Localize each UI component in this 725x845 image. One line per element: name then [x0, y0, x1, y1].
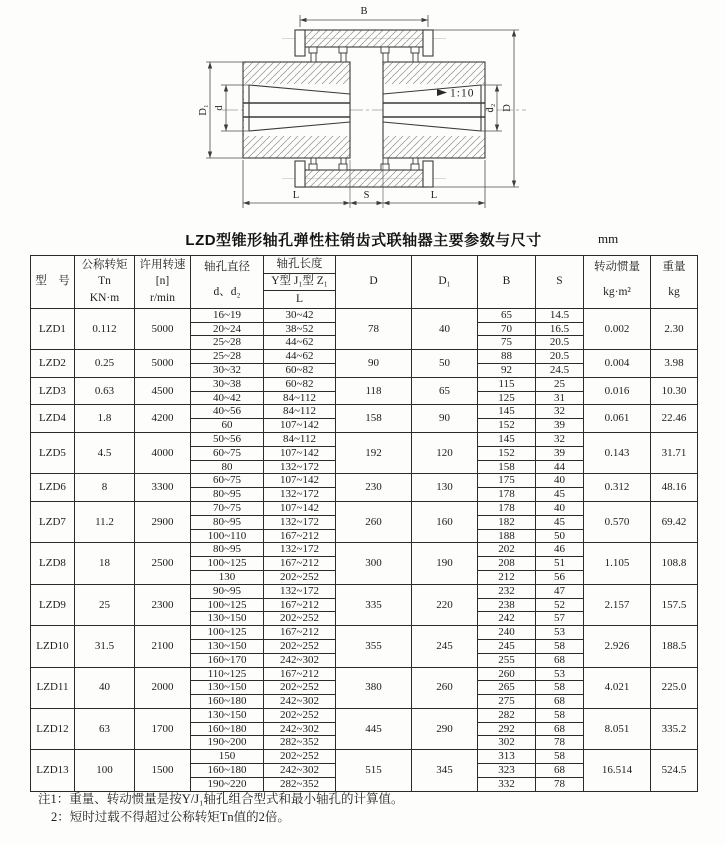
cell-D1: 65: [412, 377, 478, 405]
cell-B: 178: [478, 488, 536, 502]
cell-B: 240: [478, 626, 536, 640]
cell-weight: 31.71: [651, 432, 698, 473]
dim-label-D: D: [502, 104, 513, 112]
cell-torque: 100: [75, 750, 135, 791]
cell-speed: 1500: [135, 750, 191, 791]
cell-speed: 2100: [135, 626, 191, 667]
unit-label: mm: [598, 231, 619, 246]
cell-D1: 190: [412, 543, 478, 584]
cell-B: 313: [478, 750, 536, 764]
cell-bore-length: 60~82: [264, 363, 336, 377]
cell-B: 175: [478, 474, 536, 488]
cell-B: 145: [478, 405, 536, 419]
cell-bore-diameter: 150: [191, 750, 264, 764]
header-speed: [135, 256, 191, 309]
cell-B: 255: [478, 653, 536, 667]
cell-bore-diameter: 16~19: [191, 308, 264, 322]
dim-label-B: B: [360, 6, 368, 17]
cell-bore-diameter: 190~200: [191, 736, 264, 750]
cell-bore-diameter: 100~125: [191, 557, 264, 571]
cell-model: LZD2: [31, 350, 75, 378]
cell-weight: 69.42: [651, 501, 698, 542]
cell-D: 260: [336, 501, 412, 542]
cell-D1: 345: [412, 750, 478, 791]
cell-bore-length: 132~172: [264, 460, 336, 474]
cell-weight: 10.30: [651, 377, 698, 405]
cell-S: 31: [536, 391, 584, 405]
cell-bore-length: 202~252: [264, 570, 336, 584]
cell-model: LZD11: [31, 667, 75, 708]
cell-D1: 50: [412, 350, 478, 378]
cell-D1: 290: [412, 708, 478, 749]
cell-S: 53: [536, 667, 584, 681]
cell-B: 158: [478, 460, 536, 474]
technical-drawing: [0, 0, 725, 225]
cell-bore-diameter: 25~28: [191, 350, 264, 364]
cell-bore-diameter: 25~28: [191, 336, 264, 350]
table-row: [31, 405, 698, 419]
cell-S: 40: [536, 474, 584, 488]
header-torque-line1: 公称转矩: [81, 258, 128, 271]
cell-bore-length: 167~212: [264, 626, 336, 640]
cell-bore-length: 242~302: [264, 722, 336, 736]
cell-S: 16.5: [536, 322, 584, 336]
cell-model: LZD8: [31, 543, 75, 584]
cell-model: LZD12: [31, 708, 75, 749]
cell-bore-diameter: 80: [191, 460, 264, 474]
header-D: D: [336, 256, 412, 309]
cell-S: 24.5: [536, 363, 584, 377]
cell-S: 53: [536, 626, 584, 640]
cell-bore-diameter: 160~180: [191, 722, 264, 736]
table-row: [31, 543, 698, 557]
cell-bore-diameter: 60~75: [191, 446, 264, 460]
cell-inertia: 0.016: [584, 377, 651, 405]
cell-torque: 0.63: [75, 377, 135, 405]
cell-S: 39: [536, 446, 584, 460]
cell-weight: 157.5: [651, 584, 698, 625]
cell-model: LZD6: [31, 474, 75, 502]
cell-B: 75: [478, 336, 536, 350]
cell-D: 300: [336, 543, 412, 584]
spec-table-header: [31, 256, 698, 309]
cell-inertia: 0.570: [584, 501, 651, 542]
cell-weight: 225.0: [651, 667, 698, 708]
cell-bore-length: 30~42: [264, 308, 336, 322]
cell-speed: 1700: [135, 708, 191, 749]
cell-speed: 5000: [135, 308, 191, 349]
spec-table: [30, 255, 698, 792]
table-row: [31, 474, 698, 488]
cell-inertia: 0.312: [584, 474, 651, 502]
cell-B: 115: [478, 377, 536, 391]
cell-bore-length: 107~142: [264, 446, 336, 460]
page-title: LZD型锥形轴孔弹性柱销齿式联轴器主要参数与尺寸: [185, 232, 542, 249]
table-row: [31, 432, 698, 446]
cell-D: 380: [336, 667, 412, 708]
cell-D: 445: [336, 708, 412, 749]
cell-torque: 18: [75, 543, 135, 584]
cell-D1: 245: [412, 626, 478, 667]
cell-bore-diameter: 60: [191, 419, 264, 433]
cell-S: 32: [536, 405, 584, 419]
header-bore-diameter-symbols: d、d₂: [213, 286, 241, 298]
cell-bore-diameter: 20~24: [191, 322, 264, 336]
header-torque-line2: Tn: [98, 275, 111, 288]
cell-bore-length: 167~212: [264, 598, 336, 612]
cell-B: 178: [478, 501, 536, 515]
header-bore-length-title: 轴孔长度: [264, 256, 336, 274]
cell-bore-length: 242~302: [264, 764, 336, 778]
header-bore-diameter: [191, 256, 264, 309]
cell-bore-length: 132~172: [264, 515, 336, 529]
cell-S: 46: [536, 543, 584, 557]
cell-inertia: 4.021: [584, 667, 651, 708]
cell-D: 230: [336, 474, 412, 502]
header-bore-length-L: L: [264, 291, 336, 309]
cell-bore-diameter: 40~42: [191, 391, 264, 405]
cell-bore-diameter: 100~125: [191, 598, 264, 612]
cell-speed: 5000: [135, 350, 191, 378]
cell-bore-diameter: 30~38: [191, 377, 264, 391]
header-bore-length-types: Y型 J₁型 Z₁: [264, 273, 336, 291]
cell-weight: 2.30: [651, 308, 698, 349]
cell-torque: 0.112: [75, 308, 135, 349]
footnote-2: 2：短时过载不得超过公称转矩Tn值的2倍。: [51, 809, 290, 824]
cell-bore-length: 202~252: [264, 612, 336, 626]
cell-bore-length: 107~142: [264, 501, 336, 515]
header-inertia-title: 转动惯量: [594, 261, 640, 273]
cell-S: 58: [536, 708, 584, 722]
table-row: [31, 377, 698, 391]
cell-S: 57: [536, 612, 584, 626]
cell-S: 58: [536, 639, 584, 653]
cell-bore-length: 132~172: [264, 488, 336, 502]
cell-bore-length: 107~142: [264, 474, 336, 488]
cell-D: 90: [336, 350, 412, 378]
cell-torque: 8: [75, 474, 135, 502]
cell-bore-length: 38~52: [264, 322, 336, 336]
cell-S: 58: [536, 681, 584, 695]
cell-model: LZD4: [31, 405, 75, 433]
cell-B: 245: [478, 639, 536, 653]
cell-D: 118: [336, 377, 412, 405]
cell-S: 58: [536, 750, 584, 764]
spec-table-container: [30, 255, 698, 792]
header-D1: D₁: [412, 256, 478, 309]
dim-label-L-left: L: [292, 190, 300, 201]
table-row: [31, 308, 698, 322]
cell-S: 68: [536, 653, 584, 667]
cell-B: 260: [478, 667, 536, 681]
cell-bore-length: 84~112: [264, 432, 336, 446]
cell-S: 20.5: [536, 350, 584, 364]
cell-S: 32: [536, 432, 584, 446]
cell-B: 292: [478, 722, 536, 736]
cell-S: 78: [536, 777, 584, 791]
cell-bore-diameter: 60~75: [191, 474, 264, 488]
footnote-1: 注1：重量、转动惯量是按Y/J₁轴孔组合型式和最小轴孔的计算值。: [38, 792, 404, 806]
cell-S: 39: [536, 419, 584, 433]
cell-B: 275: [478, 695, 536, 709]
cell-weight: 48.16: [651, 474, 698, 502]
cell-B: 92: [478, 363, 536, 377]
header-inertia: [584, 256, 651, 309]
cell-S: 47: [536, 584, 584, 598]
spec-table-body: [31, 308, 698, 791]
cell-speed: 3300: [135, 474, 191, 502]
cell-S: 68: [536, 722, 584, 736]
cell-S: 68: [536, 764, 584, 778]
cell-bore-length: 167~212: [264, 529, 336, 543]
cell-bore-diameter: 30~32: [191, 363, 264, 377]
cell-bore-length: 167~212: [264, 667, 336, 681]
header-speed-line3: r/min: [150, 292, 175, 305]
cell-bore-length: 202~252: [264, 639, 336, 653]
cell-B: 302: [478, 736, 536, 750]
cell-bore-diameter: 130~150: [191, 708, 264, 722]
cell-speed: 2300: [135, 584, 191, 625]
cell-weight: 335.2: [651, 708, 698, 749]
header-weight-title: 重量: [662, 261, 686, 273]
cell-S: 52: [536, 598, 584, 612]
header-weight-unit: kg: [668, 286, 680, 298]
cell-D1: 120: [412, 432, 478, 473]
table-row: [31, 626, 698, 640]
cell-S: 50: [536, 529, 584, 543]
cell-torque: 4.5: [75, 432, 135, 473]
table-row: [31, 350, 698, 364]
cell-bore-diameter: 130~150: [191, 639, 264, 653]
cell-B: 125: [478, 391, 536, 405]
cell-bore-diameter: 90~95: [191, 584, 264, 598]
cell-speed: 4000: [135, 432, 191, 473]
cell-S: 56: [536, 570, 584, 584]
cell-bore-length: 44~62: [264, 350, 336, 364]
dim-label-d: d: [214, 105, 225, 111]
cell-B: 202: [478, 543, 536, 557]
cell-weight: 108.8: [651, 543, 698, 584]
coupling-cross-section: [243, 30, 485, 187]
cell-B: 88: [478, 350, 536, 364]
cell-model: LZD3: [31, 377, 75, 405]
cell-bore-length: 242~302: [264, 695, 336, 709]
cell-bore-diameter: 160~170: [191, 653, 264, 667]
cell-model: LZD1: [31, 308, 75, 349]
header-inertia-unit: kg·m²: [603, 286, 631, 298]
cell-bore-length: 60~82: [264, 377, 336, 391]
cell-B: 238: [478, 598, 536, 612]
right-hub: [383, 62, 485, 158]
header-weight: [651, 256, 698, 309]
cell-bore-diameter: 80~95: [191, 515, 264, 529]
cell-bore-diameter: 130: [191, 570, 264, 584]
dim-label-S: S: [363, 190, 370, 201]
cell-S: 40: [536, 501, 584, 515]
cell-bore-length: 282~352: [264, 736, 336, 750]
cell-weight: 3.98: [651, 350, 698, 378]
header-torque: [75, 256, 135, 309]
header-speed-line1: 许用转速: [139, 258, 186, 271]
cell-B: 323: [478, 764, 536, 778]
cell-D1: 130: [412, 474, 478, 502]
cell-B: 70: [478, 322, 536, 336]
cell-D: 192: [336, 432, 412, 473]
header-speed-line2: [n]: [155, 275, 170, 288]
table-row: [31, 501, 698, 515]
cell-S: 20.5: [536, 336, 584, 350]
cell-torque: 25: [75, 584, 135, 625]
cell-D: 158: [336, 405, 412, 433]
cell-inertia: 0.004: [584, 350, 651, 378]
header-S: S: [536, 256, 584, 309]
cell-S: 51: [536, 557, 584, 571]
cell-D1: 90: [412, 405, 478, 433]
header-torque-line3: KN·m: [89, 292, 120, 305]
cell-model: LZD13: [31, 750, 75, 791]
cell-bore-length: 132~172: [264, 543, 336, 557]
cell-D: 515: [336, 750, 412, 791]
cell-model: LZD9: [31, 584, 75, 625]
cell-D1: 220: [412, 584, 478, 625]
cell-B: 152: [478, 446, 536, 460]
header-B: B: [478, 256, 536, 309]
dimension-B: [300, 6, 428, 27]
cell-B: 282: [478, 708, 536, 722]
dim-label-d2: d₂: [485, 103, 496, 113]
cell-S: 14.5: [536, 308, 584, 322]
cell-B: 265: [478, 681, 536, 695]
cell-inertia: 0.143: [584, 432, 651, 473]
cell-bore-diameter: 160~180: [191, 695, 264, 709]
cell-bore-length: 84~112: [264, 391, 336, 405]
cell-model: LZD10: [31, 626, 75, 667]
dim-label-L-right: L: [430, 190, 438, 201]
cell-D: 355: [336, 626, 412, 667]
cell-D: 78: [336, 308, 412, 349]
cell-B: 242: [478, 612, 536, 626]
table-row: [31, 584, 698, 598]
cell-bore-diameter: 80~95: [191, 543, 264, 557]
cell-inertia: 8.051: [584, 708, 651, 749]
cell-torque: 11.2: [75, 501, 135, 542]
cell-bore-diameter: 50~56: [191, 432, 264, 446]
cell-bore-diameter: 40~56: [191, 405, 264, 419]
cell-S: 25: [536, 377, 584, 391]
cell-bore-length: 84~112: [264, 405, 336, 419]
cell-bore-diameter: 70~75: [191, 501, 264, 515]
cell-inertia: 0.002: [584, 308, 651, 349]
cell-bore-diameter: 80~95: [191, 488, 264, 502]
cell-weight: 22.46: [651, 405, 698, 433]
cell-inertia: 2.157: [584, 584, 651, 625]
cell-B: 232: [478, 584, 536, 598]
cell-bore-diameter: 100~110: [191, 529, 264, 543]
cell-speed: 2000: [135, 667, 191, 708]
footnotes: [38, 791, 403, 826]
cell-B: 188: [478, 529, 536, 543]
cell-torque: 1.8: [75, 405, 135, 433]
cell-S: 68: [536, 695, 584, 709]
cell-model: LZD7: [31, 501, 75, 542]
cell-inertia: 1.105: [584, 543, 651, 584]
cell-inertia: 0.061: [584, 405, 651, 433]
cell-torque: 0.25: [75, 350, 135, 378]
cell-D1: 160: [412, 501, 478, 542]
table-row: [31, 750, 698, 764]
cell-S: 45: [536, 515, 584, 529]
cell-weight: 524.5: [651, 750, 698, 791]
taper-label: 1:10: [450, 87, 475, 100]
cell-bore-diameter: 160~180: [191, 764, 264, 778]
cell-speed: 2900: [135, 501, 191, 542]
table-row: [31, 708, 698, 722]
left-hub: [243, 62, 350, 158]
cell-S: 45: [536, 488, 584, 502]
cell-torque: 63: [75, 708, 135, 749]
cell-B: 208: [478, 557, 536, 571]
cell-speed: 4500: [135, 377, 191, 405]
cell-bore-diameter: 130~150: [191, 681, 264, 695]
cell-B: 182: [478, 515, 536, 529]
cell-weight: 188.5: [651, 626, 698, 667]
cell-bore-length: 282~352: [264, 777, 336, 791]
cell-B: 152: [478, 419, 536, 433]
cell-bore-length: 202~252: [264, 750, 336, 764]
cell-B: 332: [478, 777, 536, 791]
cell-D: 335: [336, 584, 412, 625]
header-bore-diameter-title: 轴孔直径: [204, 261, 250, 273]
cell-model: LZD5: [31, 432, 75, 473]
cell-bore-diameter: 190~220: [191, 777, 264, 791]
cell-S: 78: [536, 736, 584, 750]
cell-speed: 2500: [135, 543, 191, 584]
dim-label-D1: D₁: [198, 104, 209, 116]
cell-B: 65: [478, 308, 536, 322]
cell-bore-length: 202~252: [264, 681, 336, 695]
cell-bore-diameter: 110~125: [191, 667, 264, 681]
cell-torque: 40: [75, 667, 135, 708]
cell-torque: 31.5: [75, 626, 135, 667]
cell-bore-diameter: 130~150: [191, 612, 264, 626]
cell-bore-length: 242~302: [264, 653, 336, 667]
cell-B: 212: [478, 570, 536, 584]
table-row: [31, 667, 698, 681]
cell-inertia: 2.926: [584, 626, 651, 667]
cell-bore-length: 44~62: [264, 336, 336, 350]
cell-S: 44: [536, 460, 584, 474]
header-model: 型 号: [31, 256, 75, 309]
cell-inertia: 16.514: [584, 750, 651, 791]
cell-B: 145: [478, 432, 536, 446]
cell-D1: 40: [412, 308, 478, 349]
cell-bore-length: 132~172: [264, 584, 336, 598]
cell-bore-length: 202~252: [264, 708, 336, 722]
cell-speed: 4200: [135, 405, 191, 433]
cell-bore-length: 167~212: [264, 557, 336, 571]
cell-bore-length: 107~142: [264, 419, 336, 433]
cell-bore-diameter: 100~125: [191, 626, 264, 640]
cell-D1: 260: [412, 667, 478, 708]
